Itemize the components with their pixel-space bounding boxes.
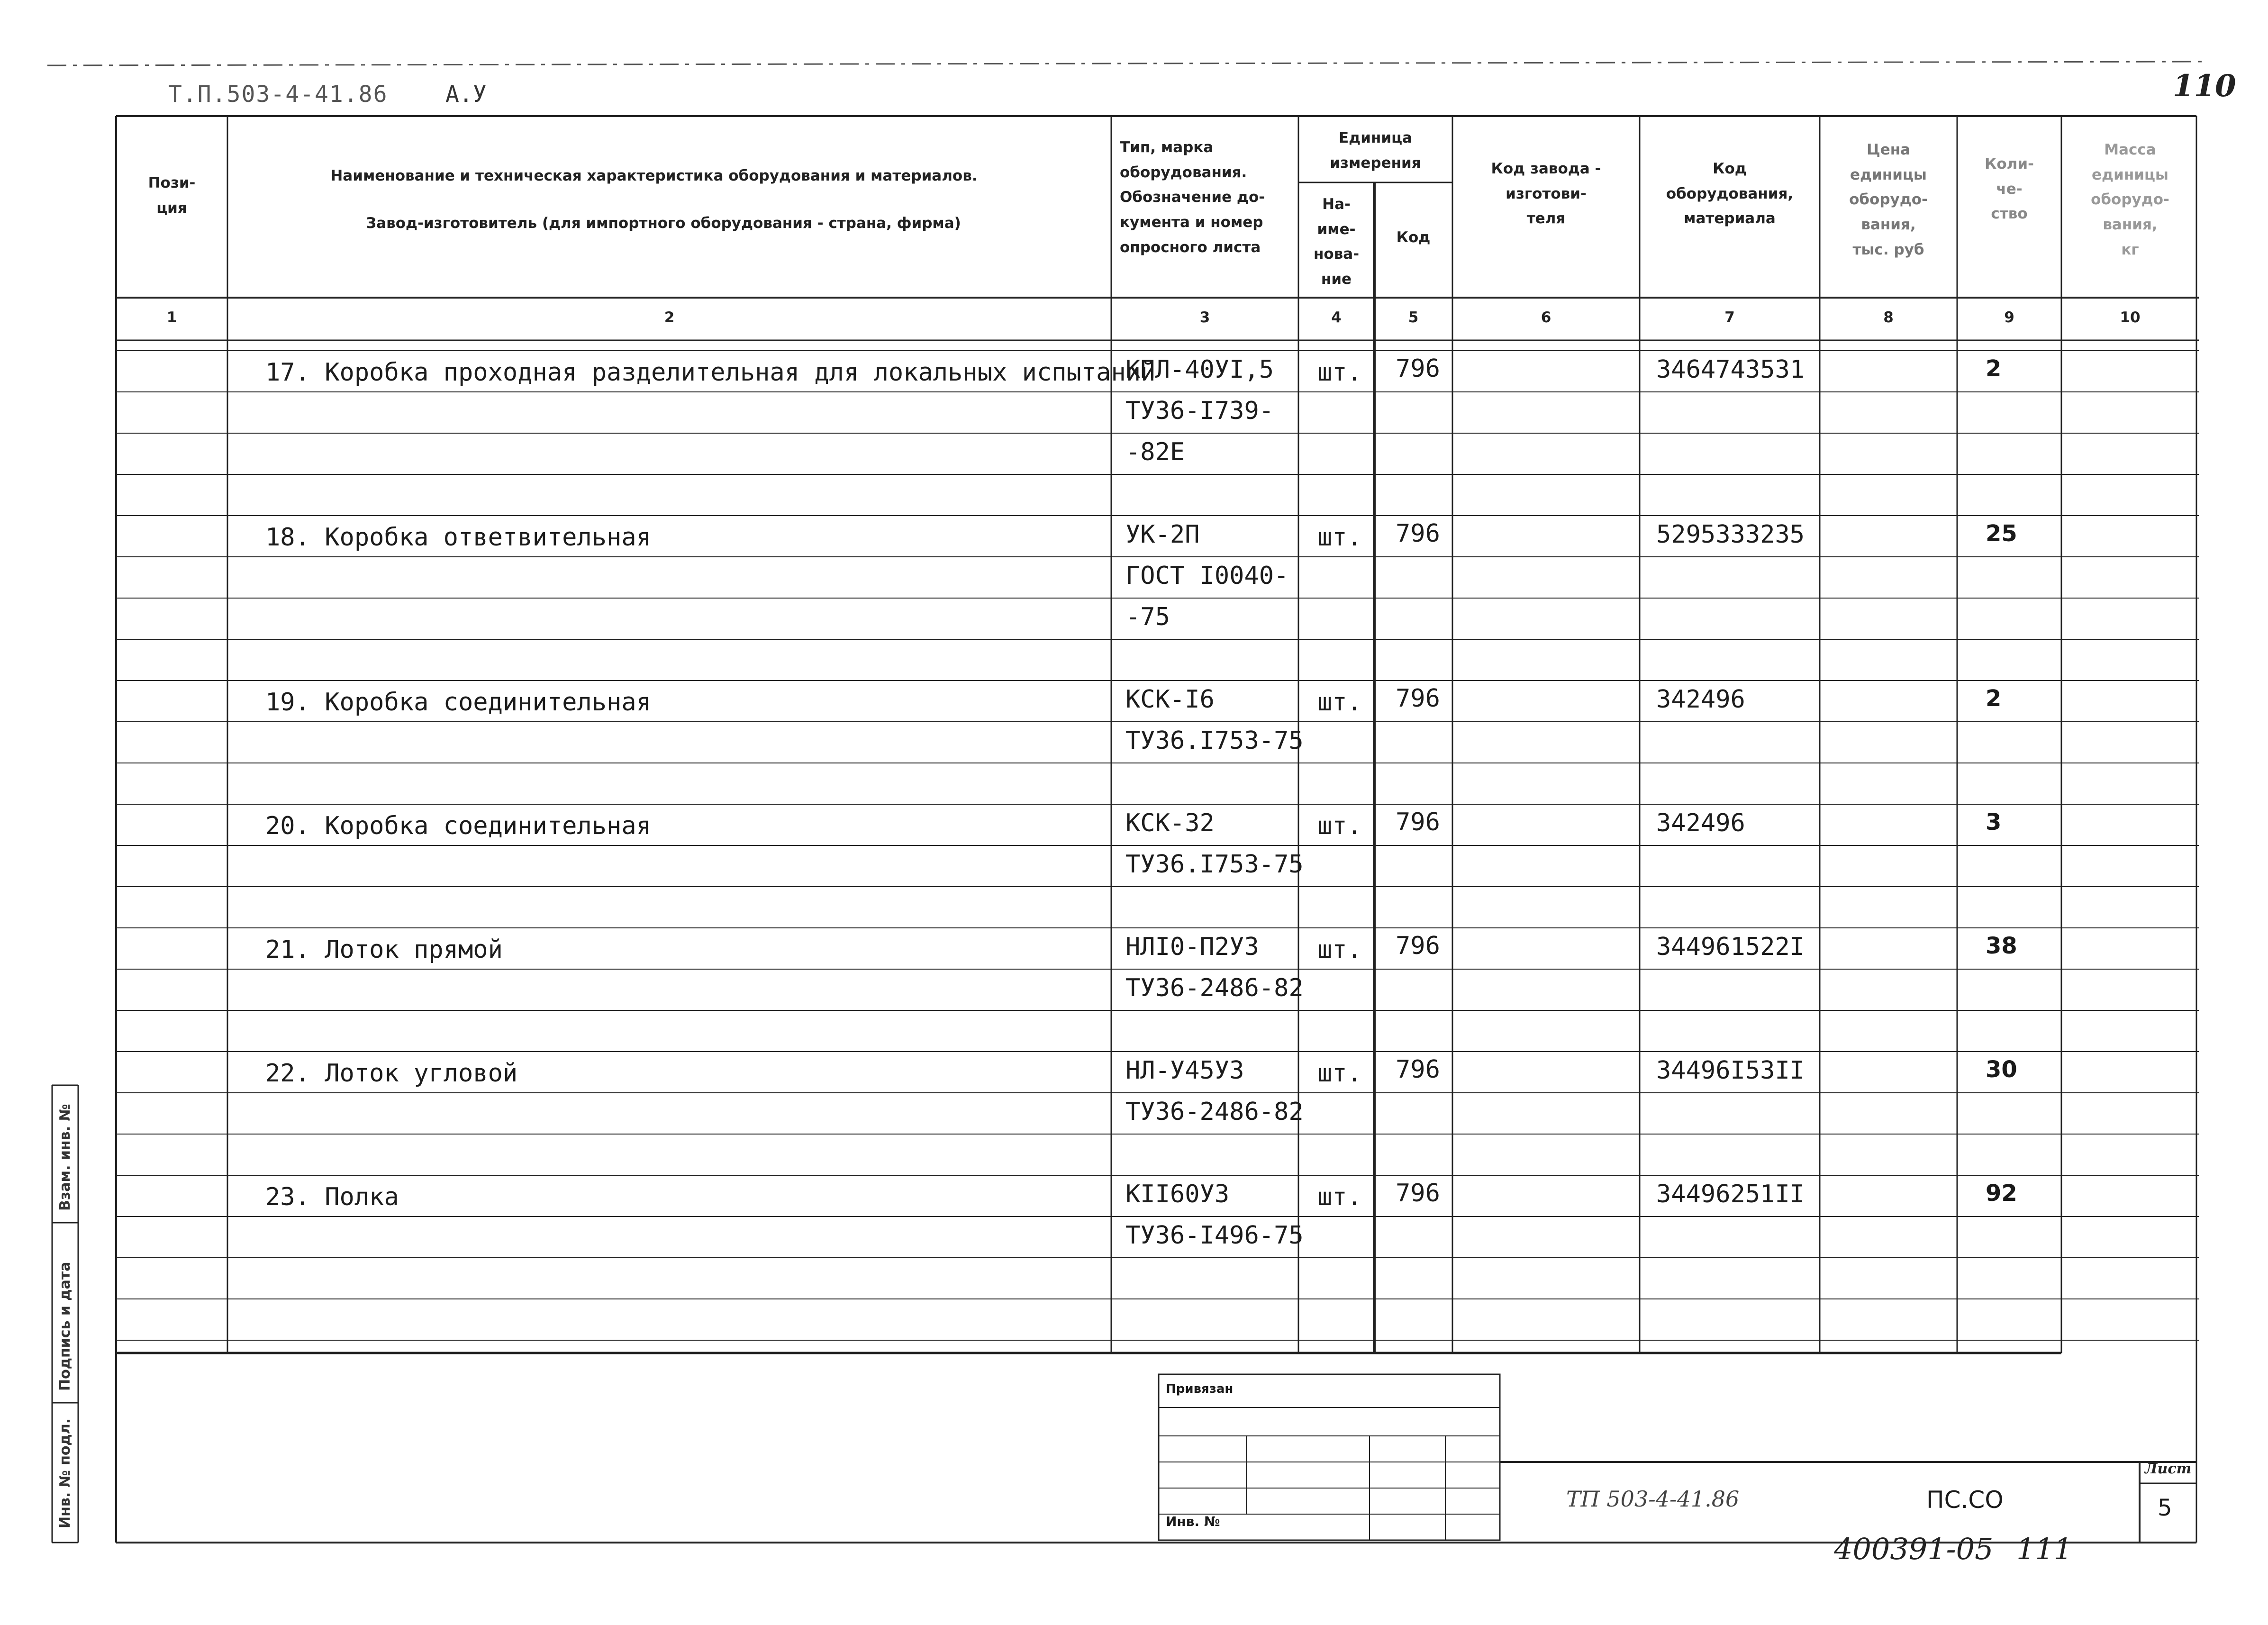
- column-number-1: 1: [166, 309, 177, 326]
- item-unit: шт.: [1317, 688, 1362, 717]
- header-position: Пози- ция: [148, 174, 196, 217]
- item-type-line: -75: [1125, 603, 1170, 631]
- album-label: А.У: [445, 81, 487, 108]
- header-name-line2: Завод-изготовитель (для импортного оборудования - страна, фирма): [366, 215, 961, 232]
- column-number-7: 7: [1724, 309, 1735, 326]
- stamp-doc-mark: ПС.СО: [1926, 1486, 2004, 1514]
- item-equipment-code: 5295333235: [1656, 520, 1805, 549]
- item-type-line: ТУ36-2486-82: [1125, 1098, 1304, 1126]
- stamp-sheet-label: Лист: [2145, 1461, 2192, 1477]
- header-quantity: Коли- че- ство: [1985, 155, 2034, 223]
- item-type-line: НЛI0-П2У3: [1125, 933, 1259, 961]
- item-type-line: ТУ36.I753-75: [1125, 850, 1304, 879]
- item-type-line: НЛ-У45У3: [1125, 1056, 1244, 1085]
- item-quantity: 92: [1986, 1180, 2017, 1207]
- column-number-2: 2: [664, 309, 675, 326]
- item-name: 20. Коробка соединительная: [265, 812, 651, 840]
- item-name: 18. Коробка ответвительная: [265, 523, 651, 552]
- top-rule: [47, 62, 2204, 65]
- item-unit: шт.: [1317, 358, 1362, 387]
- header-equipment-code: Код оборудования, материала: [1666, 160, 1794, 227]
- item-type-line: ГОСТ I0040-: [1125, 562, 1289, 590]
- stamp-linked: Привязан: [1166, 1382, 1234, 1396]
- item-quantity: 25: [1986, 520, 2017, 547]
- item-type-line: УК-2П: [1125, 520, 1200, 549]
- item-unit-code: 796: [1396, 1055, 1440, 1084]
- item-unit: шт.: [1317, 1059, 1362, 1088]
- item-equipment-code: 342496: [1656, 685, 1745, 714]
- side-label-sign-date: Подпись и дата: [57, 1262, 73, 1391]
- page-number-top: 110: [2173, 68, 2236, 104]
- column-number-6: 6: [1541, 309, 1551, 326]
- header-unit-code: Код: [1396, 229, 1431, 246]
- item-unit-code: 796: [1396, 684, 1440, 713]
- item-type-line: КСК-I6: [1125, 685, 1215, 714]
- bottom-note: 400391-05: [1834, 1532, 1994, 1566]
- header-price: Цена единицы оборудо- вания, тыс. руб: [1849, 141, 1928, 258]
- item-equipment-code: 34496I53II: [1656, 1056, 1805, 1085]
- item-type-line: ТУ36-2486-82: [1125, 974, 1304, 1002]
- item-equipment-code: 342496: [1656, 809, 1745, 837]
- stamp-sheet-no: 5: [2158, 1495, 2172, 1521]
- item-type-line: КПЛ-40УI,5: [1125, 355, 1274, 384]
- item-type-line: ТУ36-I739-: [1125, 397, 1274, 425]
- item-quantity: 3: [1986, 809, 2002, 835]
- header-unit-group: Единица измерения: [1330, 129, 1421, 172]
- header-factory-code: Код завода - изготови- теля: [1491, 160, 1601, 227]
- item-name: 22. Лоток угловой: [265, 1059, 518, 1088]
- column-number-8: 8: [1883, 309, 1894, 326]
- item-quantity: 38: [1986, 933, 2017, 959]
- sheet-code: Т.П.503-4-41.86: [168, 81, 388, 108]
- item-equipment-code: 344961522I: [1656, 933, 1805, 961]
- header-type: Тип, марка оборудования. Обозначение до- кумента и номер опросного листа: [1120, 139, 1265, 256]
- item-name: 17. Коробка проходная разделительная для локальных испытаний: [265, 358, 1156, 387]
- item-unit-code: 796: [1396, 519, 1440, 548]
- item-unit: шт.: [1317, 935, 1362, 964]
- item-unit: шт.: [1317, 812, 1362, 840]
- column-number-9: 9: [2004, 309, 2014, 326]
- header-mass: Масса единицы оборудо- вания, кг: [2091, 141, 2169, 258]
- item-type-line: ТУ36-I496-75: [1125, 1221, 1304, 1250]
- item-name: 23. Полка: [265, 1183, 399, 1211]
- header-unit-name: На- име- нова- ние: [1313, 196, 1360, 288]
- stamp-doc-code: ТП 503-4-41.86: [1566, 1486, 1740, 1512]
- column-number-3: 3: [1199, 309, 1210, 326]
- item-unit: шт.: [1317, 523, 1362, 552]
- stamp-inv-no: Инв. №: [1166, 1514, 1220, 1529]
- column-number-5: 5: [1408, 309, 1419, 326]
- item-quantity: 30: [1986, 1056, 2017, 1083]
- header-name-line1: Наименование и техническая характеристика оборудования и материалов.: [330, 167, 978, 184]
- item-type-line: ТУ36.I753-75: [1125, 726, 1304, 755]
- item-unit: шт.: [1317, 1183, 1362, 1211]
- item-unit-code: 796: [1396, 1179, 1440, 1207]
- item-type-line: -82Е: [1125, 438, 1185, 466]
- item-quantity: 2: [1986, 685, 2002, 712]
- item-type-line: КII60У3: [1125, 1180, 1230, 1208]
- item-unit-code: 796: [1396, 354, 1440, 383]
- item-equipment-code: 3464743531: [1656, 355, 1805, 384]
- table-grid: [47, 62, 2204, 1543]
- item-unit-code: 796: [1396, 808, 1440, 836]
- side-label-inv-orig: Инв. № подл.: [57, 1418, 73, 1528]
- item-type-line: КСК-32: [1125, 809, 1215, 837]
- item-equipment-code: 34496251II: [1656, 1180, 1805, 1208]
- side-label-vz-inv: Взам. инв. №: [57, 1104, 73, 1211]
- item-name: 21. Лоток прямой: [265, 935, 503, 964]
- column-number-10: 10: [2120, 309, 2141, 326]
- item-name: 19. Коробка соединительная: [265, 688, 651, 717]
- item-unit-code: 796: [1396, 932, 1440, 960]
- item-quantity: 2: [1986, 355, 2002, 382]
- bottom-page: 111: [2016, 1532, 2073, 1566]
- column-number-4: 4: [1331, 309, 1342, 326]
